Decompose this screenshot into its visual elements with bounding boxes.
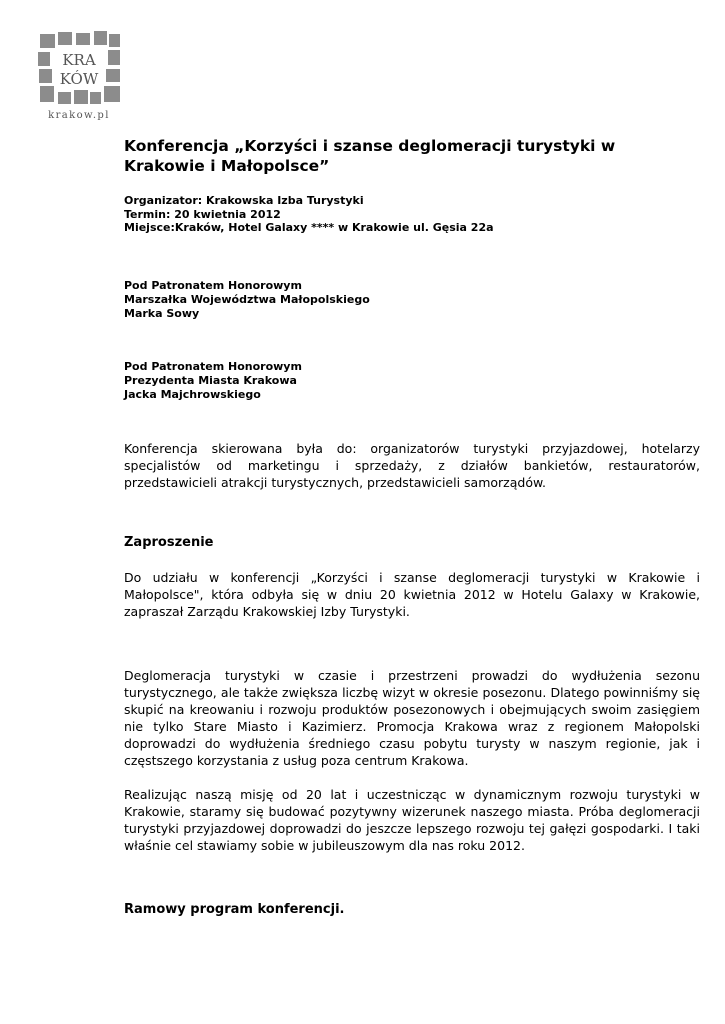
patronage-president	[124, 360, 700, 402]
document-body	[124, 136, 700, 918]
krakow-logo	[36, 30, 122, 126]
event-details	[124, 194, 700, 235]
patronage-line: Marka Sowy	[124, 306, 200, 320]
mission-paragraph: Realizując naszą misję od 20 lat i uczestnicząc w dynamicznym rozwoju turystyki w Krakowie, staramy się budować pozytywny wizerunek naszego miasta. Próba deglomeracji turystyki przyjazdowej doprowadzi do jeszcze lepszego rozwoju tej gałęzi gospodarki. I taki właśnie cel stawiamy sobie w jubileuszowym dla nas roku 2012.	[124, 786, 700, 853]
logo-caption: krakow.pl	[48, 110, 110, 121]
organizer-line: Organizator: Krakowska Izba Turystyki	[124, 194, 364, 207]
program-heading: Ramowy program konferencji.	[124, 901, 345, 917]
patronage-line: Marszałka Województwa Małopolskiego	[124, 292, 370, 306]
patronage-line: Pod Patronatem Honorowym	[124, 278, 302, 292]
invitation-heading: Zaproszenie	[124, 534, 214, 550]
patronage-line: Pod Patronatem Honorowym	[124, 359, 302, 373]
page-title: Konferencja „Korzyści i szanse deglomeracji turystyki w Krakowie i Małopolsce”	[124, 137, 616, 175]
krakow-logo-mark	[36, 30, 122, 110]
patronage-marshal	[124, 279, 700, 321]
target-audience-paragraph: Konferencja skierowana była do: organizatorów turystyki przyjazdowej, hotelarzy specjalistów od marketingu i sprzedaży, z działów bankietów, restauratorów, przedstawicieli atrakcji turystycznych, przedstawicieli samorządów.	[124, 440, 700, 490]
patronage-line: Prezydenta Miasta Krakowa	[124, 373, 297, 387]
logo-word-line2: KÓW	[59, 70, 99, 88]
deglomeration-paragraph: Deglomeracja turystyki w czasie i przestrzeni prowadzi do wydłużenia sezonu turystycznego, ale także zwiększa liczbę wizyt w okresie posezonu. Dlatego powinniśmy się skupić na kreowaniu i rozwoju produktów posezonowych i obejmujących swoim zasięgiem nie tylko Stare Miasto i Kazimierz. Promocja Krakowa wraz z regionem Małopolski doprowadzi do wydłużenia średniego czasu pobytu turysty w naszym regionie, jak i częstszego korzystania z usług poza centrum Krakowa.	[124, 667, 700, 768]
invitation-paragraph: Do udziału w konferencji „Korzyści i szanse deglomeracji turystyki w Krakowie i Małopolsce", która odbyła się w dniu 20 kwietnia 2012 w Hotelu Galaxy w Krakowie, zapraszał Zarządu Krakowskiej Izby Turystyki.	[124, 569, 700, 619]
patronage-line: Jacka Majchrowskiego	[124, 387, 261, 401]
place-line: Miejsce:Kraków, Hotel Galaxy **** w Krakowie ul. Gęsia 22a	[124, 221, 494, 234]
logo-word-line1: KRA	[62, 51, 96, 69]
date-line: Termin: 20 kwietnia 2012	[124, 207, 281, 221]
